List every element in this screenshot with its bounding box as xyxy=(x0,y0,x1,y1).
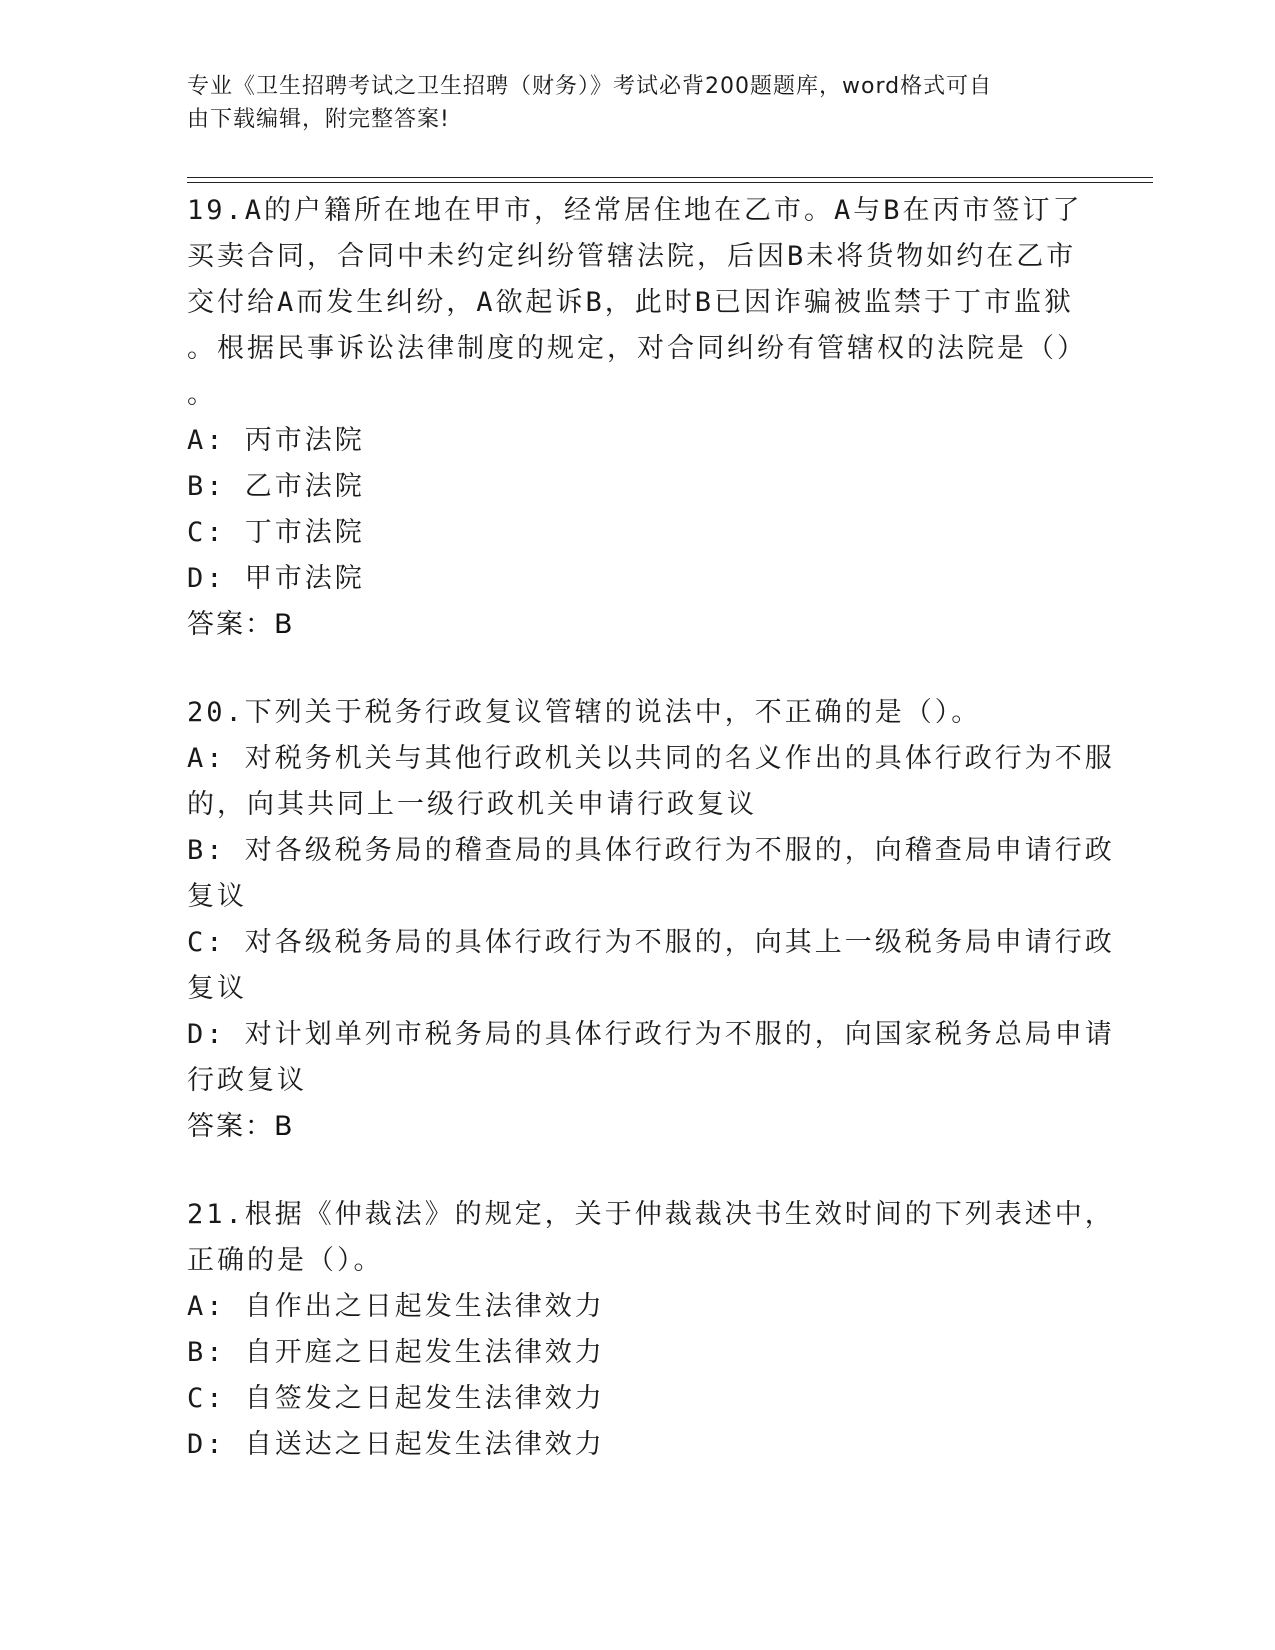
document-header xyxy=(187,70,1067,136)
option-a-continued: 的，向其共同上一级行政机关申请行政复议 xyxy=(187,789,757,820)
question-stem-line: 19.A的户籍所在地在甲市，经常居住地在乙市。A与B在丙市签订了 xyxy=(187,195,1083,226)
option-c: C: 自签发之日起发生法律效力 xyxy=(187,1383,605,1414)
option-d: D: 对计划单列市税务局的具体行政行为不服的，向国家税务总局申请 xyxy=(187,1019,1115,1050)
header-line: 由下载编辑，附完整答案! xyxy=(187,107,450,132)
question-stem-line: 正确的是（）。 xyxy=(187,1245,384,1276)
question-stem-line: 20.下列关于税务行政复议管辖的说法中，不正确的是（）。 xyxy=(187,697,982,728)
option-b: B: 对各级税务局的稽查局的具体行政行为不服的，向稽查局申请行政 xyxy=(187,835,1115,866)
question-21 xyxy=(187,1192,1115,1468)
option-d-continued: 行政复议 xyxy=(187,1065,307,1096)
question-stem-line: 。根据民事诉讼法律制度的规定，对合同纠纷有管辖权的法院是（） xyxy=(187,333,1087,364)
option-b: B: 自开庭之日起发生法律效力 xyxy=(187,1337,605,1368)
question-stem-line: 21.根据《仲裁法》的规定，关于仲裁裁决书生效时间的下列表述中， xyxy=(187,1199,1115,1230)
answer: 答案：B xyxy=(187,1111,295,1142)
question-20 xyxy=(187,690,1115,1150)
option-b-continued: 复议 xyxy=(187,881,247,912)
question-stem-line: 买卖合同，合同中未约定纠纷管辖法院，后因B未将货物如约在乙市 xyxy=(187,241,1077,272)
question-19 xyxy=(187,188,1087,648)
header-divider-top xyxy=(187,177,1153,178)
header-divider-bottom xyxy=(187,182,1153,183)
question-list xyxy=(187,188,1115,1468)
question-stem-line: 交付给A而发生纠纷，A欲起诉B，此时B已因诈骗被监禁于丁市监狱 xyxy=(187,287,1075,318)
option-c-continued: 复议 xyxy=(187,973,247,1004)
option-c: C: 对各级税务局的具体行政行为不服的，向其上一级税务局申请行政 xyxy=(187,927,1115,958)
option-d: D: 甲市法院 xyxy=(187,563,365,594)
option-d: D: 自送达之日起发生法律效力 xyxy=(187,1429,605,1460)
option-a: A: 对税务机关与其他行政机关以共同的名义作出的具体行政行为不服 xyxy=(187,743,1115,774)
option-a: A: 自作出之日起发生法律效力 xyxy=(187,1291,605,1322)
answer: 答案：B xyxy=(187,609,295,640)
question-stem-line: 。 xyxy=(187,379,217,410)
header-line: 专业《卫生招聘考试之卫生招聘（财务）》考试必背200题题库，word格式可自 xyxy=(187,74,993,99)
option-a: A: 丙市法院 xyxy=(187,425,365,456)
option-b: B: 乙市法院 xyxy=(187,471,365,502)
option-c: C: 丁市法院 xyxy=(187,517,365,548)
